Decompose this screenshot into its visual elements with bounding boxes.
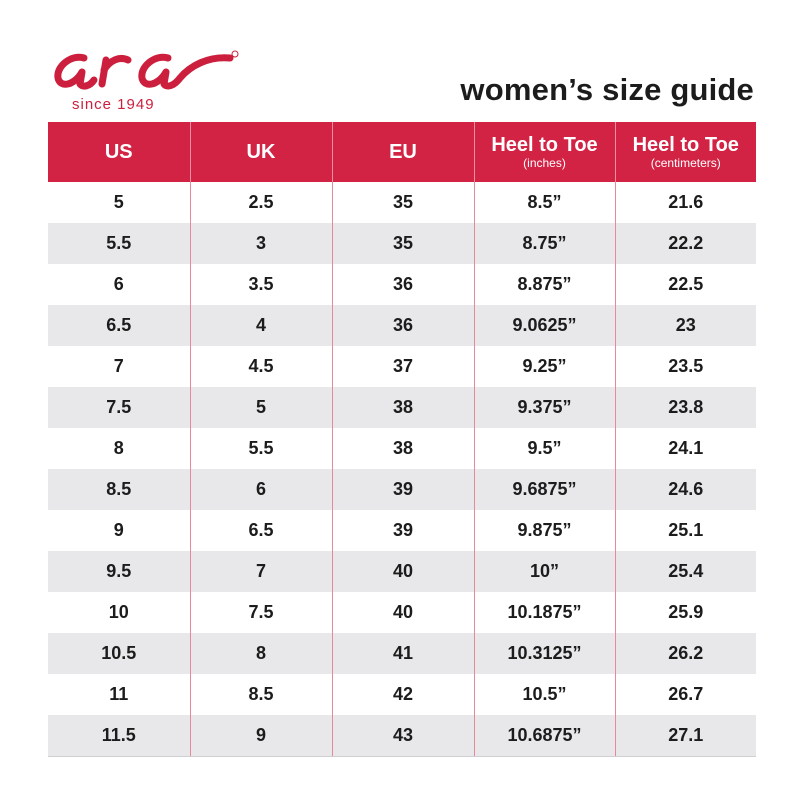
eu-size-cell: 36 (332, 305, 474, 346)
heel-to-toe-cm-cell: 22.5 (615, 264, 756, 305)
us-size-cell: 5 (113, 192, 124, 212)
table-row (48, 264, 756, 305)
eu-size-cell: 35 (332, 223, 474, 264)
heel-to-toe-cm-cell: 23 (615, 305, 756, 346)
table-row (48, 182, 756, 223)
eu-size-cell: 40 (332, 592, 474, 633)
us-size-cell: 11 (109, 684, 129, 704)
uk-size-cell: 4 (190, 305, 332, 346)
eu-size-cell: 35 (332, 182, 474, 223)
size-guide-table (48, 122, 756, 757)
heel-to-toe-inches-cell: 9.375” (474, 387, 615, 428)
heel-to-toe-cm-cell: 21.6 (615, 182, 756, 223)
us-size-cell: 9.5 (48, 551, 190, 592)
eu-size-cell: 38 (332, 428, 474, 469)
brand-tagline: since 1949 (72, 96, 155, 113)
heel-to-toe-cm-cell: 22.2 (615, 223, 756, 264)
heel-to-toe-cm-cell: 24.1 (615, 428, 756, 469)
ara-wordmark-icon (50, 44, 240, 94)
table-row (48, 346, 756, 387)
heel-to-toe-cm-cell: 23.5 (615, 346, 756, 387)
header-heel-toe-centimeters: Heel to Toe (centimeters) (615, 122, 756, 182)
us-size-cell: 6.5 (48, 305, 190, 346)
us-size-cell: 10 (108, 602, 129, 622)
us-size-cell: 11.5 (48, 715, 190, 757)
us-size-cell: 9 (113, 520, 124, 540)
table-row (48, 428, 756, 469)
heel-to-toe-inches-cell: 8.875” (474, 264, 615, 305)
ara-logo (50, 44, 240, 114)
uk-size-cell: 3.5 (190, 264, 332, 305)
table-row (48, 674, 756, 715)
table-header-row (48, 122, 756, 182)
eu-size-cell: 40 (332, 551, 474, 592)
uk-size-cell: 6.5 (190, 510, 332, 551)
heel-to-toe-cm-cell: 26.2 (615, 633, 756, 674)
eu-size-cell: 38 (332, 387, 474, 428)
eu-size-cell: 41 (332, 633, 474, 674)
heel-to-toe-inches-cell: 9.875” (474, 510, 615, 551)
heel-to-toe-cm-cell: 27.1 (615, 715, 756, 757)
us-size-cell: 7.5 (48, 387, 190, 428)
table-row (48, 551, 756, 592)
uk-size-cell: 6 (190, 469, 332, 510)
uk-size-cell: 2.5 (190, 182, 332, 223)
heel-to-toe-inches-cell: 10” (474, 551, 615, 592)
eu-size-cell: 36 (332, 264, 474, 305)
heel-to-toe-cm-cell: 25.1 (615, 510, 756, 551)
table-row (48, 633, 756, 674)
eu-size-cell: 37 (332, 346, 474, 387)
uk-size-cell: 5 (190, 387, 332, 428)
uk-size-cell: 4.5 (190, 346, 332, 387)
us-size-cell: 8.5 (48, 469, 190, 510)
us-size-cell: 10.5 (48, 633, 190, 674)
uk-size-cell: 8 (190, 633, 332, 674)
table-row (48, 469, 756, 510)
table-row (48, 305, 756, 346)
eu-size-cell: 42 (332, 674, 474, 715)
table-row (48, 510, 756, 551)
heel-to-toe-inches-cell: 10.3125” (474, 633, 615, 674)
eu-size-cell: 39 (332, 469, 474, 510)
header-us: US (48, 122, 190, 182)
heel-to-toe-inches-cell: 9.0625” (474, 305, 615, 346)
uk-size-cell: 3 (190, 223, 332, 264)
heel-to-toe-cm-cell: 26.7 (615, 674, 756, 715)
uk-size-cell: 7.5 (190, 592, 332, 633)
header-heel-toe-inches: Heel to Toe (inches) (474, 122, 615, 182)
us-size-cell: 6 (113, 274, 124, 294)
heel-to-toe-cm-cell: 23.8 (615, 387, 756, 428)
heel-to-toe-cm-cell: 25.4 (615, 551, 756, 592)
uk-size-cell: 9 (190, 715, 332, 757)
us-size-cell: 8 (113, 438, 124, 458)
eu-size-cell: 39 (332, 510, 474, 551)
uk-size-cell: 8.5 (190, 674, 332, 715)
table-row (48, 387, 756, 428)
header-eu: EU (332, 122, 474, 182)
heel-to-toe-inches-cell: 10.6875” (474, 715, 615, 757)
heel-to-toe-inches-cell: 9.5” (474, 428, 615, 469)
heel-to-toe-inches-cell: 9.6875” (474, 469, 615, 510)
us-size-cell: 7 (113, 356, 124, 376)
table-body (48, 182, 756, 757)
heel-to-toe-cm-cell: 25.9 (615, 592, 756, 633)
table-row (48, 223, 756, 264)
eu-size-cell: 43 (332, 715, 474, 757)
uk-size-cell: 5.5 (190, 428, 332, 469)
heel-to-toe-inches-cell: 8.5” (474, 182, 615, 223)
uk-size-cell: 7 (190, 551, 332, 592)
page-title: women’s size guide (460, 72, 754, 107)
page-header (0, 0, 800, 122)
heel-to-toe-inches-cell: 8.75” (474, 223, 615, 264)
table-row (48, 715, 756, 757)
heel-to-toe-cm-cell: 24.6 (615, 469, 756, 510)
heel-to-toe-inches-cell: 9.25” (474, 346, 615, 387)
table-row (48, 592, 756, 633)
header-uk: UK (190, 122, 332, 182)
heel-to-toe-inches-cell: 10.1875” (474, 592, 615, 633)
heel-to-toe-inches-cell: 10.5” (474, 674, 615, 715)
us-size-cell: 5.5 (48, 223, 190, 264)
